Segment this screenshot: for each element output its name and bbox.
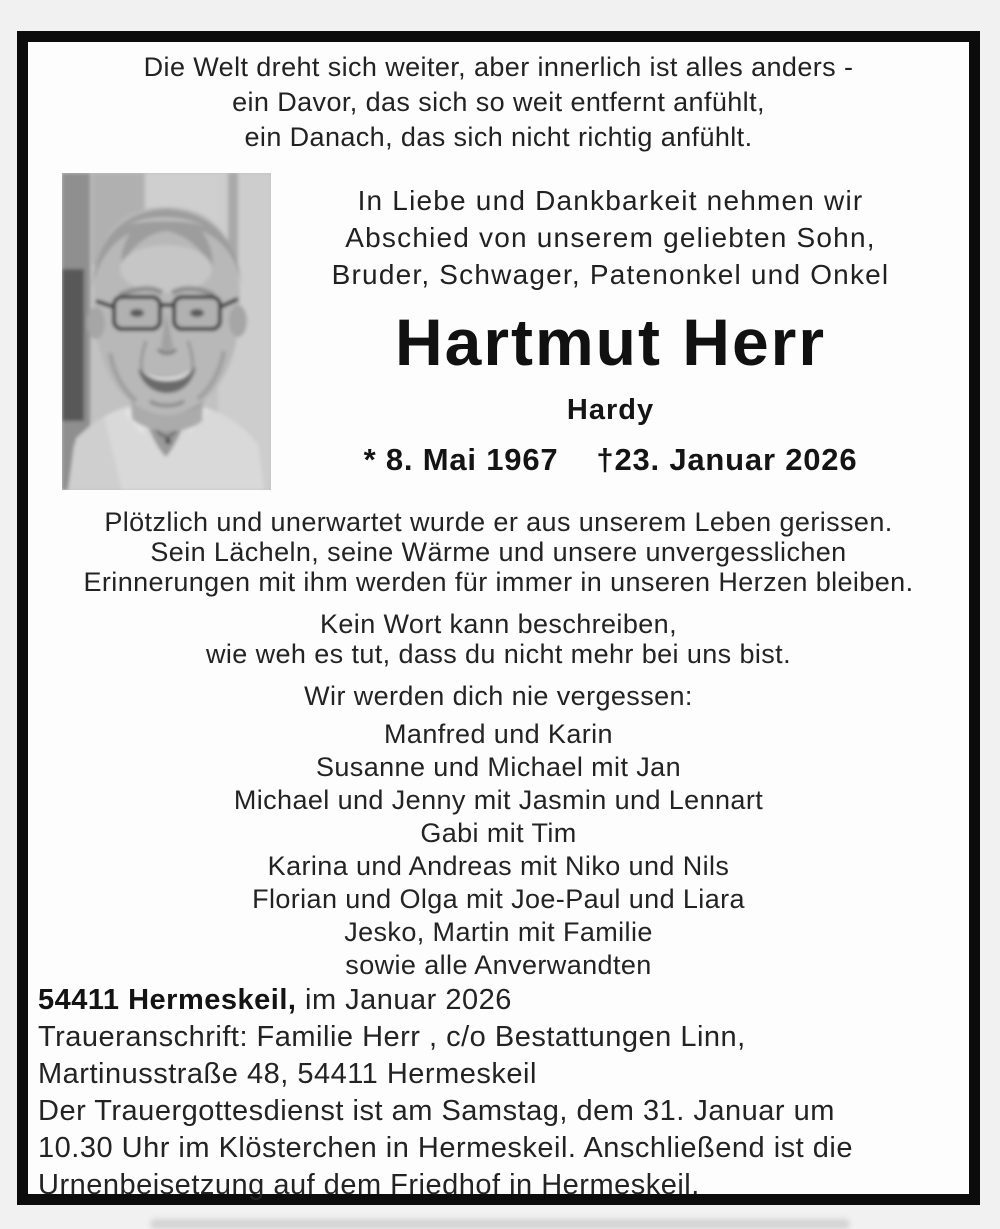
mourning-address-line: Traueranschrift: Familie Herr , c/o Bestattungen Linn, [38,1021,746,1053]
intro-line: Abschied von unserem geliebten Sohn, [345,222,876,253]
tribute-line: Erinnerungen mit ihm werden für immer in unseren Herzen bleiben. [83,567,914,597]
birth-date: * 8. Mai 1967 [363,442,559,477]
tribute-paragraph-1 [28,507,969,597]
service-info-line: 10.30 Uhr im Klösterchen in Hermeskeil. Anschließend ist die [38,1132,853,1164]
mourner-line: sowie alle Anverwandten [345,950,652,980]
opening-quote [28,50,969,155]
mourner-line: Jesko, Martin mit Familie [344,917,653,947]
tribute-line: wie weh es tut, dass du nicht mehr bei uns bist. [206,639,791,669]
life-dates [258,442,963,478]
tribute-line: Sein Lächeln, seine Wärme und unsere unvergesslichen [150,537,847,567]
deceased-nickname: Hardy [566,394,655,426]
intro-line: In Liebe und Dankbarkeit nehmen wir [357,185,864,216]
service-info-line: Der Trauergottesdienst ist am Samstag, dem 31. Januar um [38,1095,835,1127]
location-date-line [38,982,951,1019]
scan-artifact-smudge [150,1219,850,1229]
mourner-line: Gabi mit Tim [420,818,577,848]
tribute-paragraph-2 [28,609,969,669]
portrait-illustration [62,173,271,490]
service-info-line: Urnenbeisetzung auf dem Friedhof in Hermeskeil. [38,1169,700,1201]
quote-line: Die Welt dreht sich weiter, aber innerlich ist alles anders - [143,52,854,82]
obituary-notice-card [17,31,980,1205]
portrait-photo [62,173,271,490]
mourner-line: Michael und Jenny mit Jasmin und Lennart [233,785,764,815]
mourners-list [28,718,969,982]
tribute-line: Kein Wort kann beschreiben, [319,609,677,639]
dedication-block [258,182,963,478]
mourner-line: Florian und Olga mit Joe-Paul und Liara [252,884,745,914]
mourning-address-line: Martinusstraße 48, 54411 Hermeskeil [38,1058,537,1090]
tribute-line: Plötzlich und unerwartet wurde er aus unserem Leben gerissen. [104,507,893,537]
location-month: im Januar 2026 [296,984,512,1016]
funeral-details [38,982,951,1204]
deceased-name: Hartmut Herr [394,305,827,379]
location-city: 54411 Hermeskeil, [38,984,297,1016]
farewell-heading: Wir werden dich nie vergessen: [304,681,693,711]
death-date: †23. Januar 2026 [596,442,858,477]
quote-line: ein Danach, das sich nicht richtig anfühlt. [244,122,753,152]
mourner-line: Manfred und Karin [384,719,613,749]
tribute-text [28,507,969,982]
quote-line: ein Davor, das sich so weit entfernt anfühlt, [232,87,765,117]
mourner-line: Susanne und Michael mit Jan [315,752,681,782]
intro-line: Bruder, Schwager, Patenonkel und Onkel [331,259,890,290]
mourner-line: Karina und Andreas mit Niko und Nils [267,851,730,881]
